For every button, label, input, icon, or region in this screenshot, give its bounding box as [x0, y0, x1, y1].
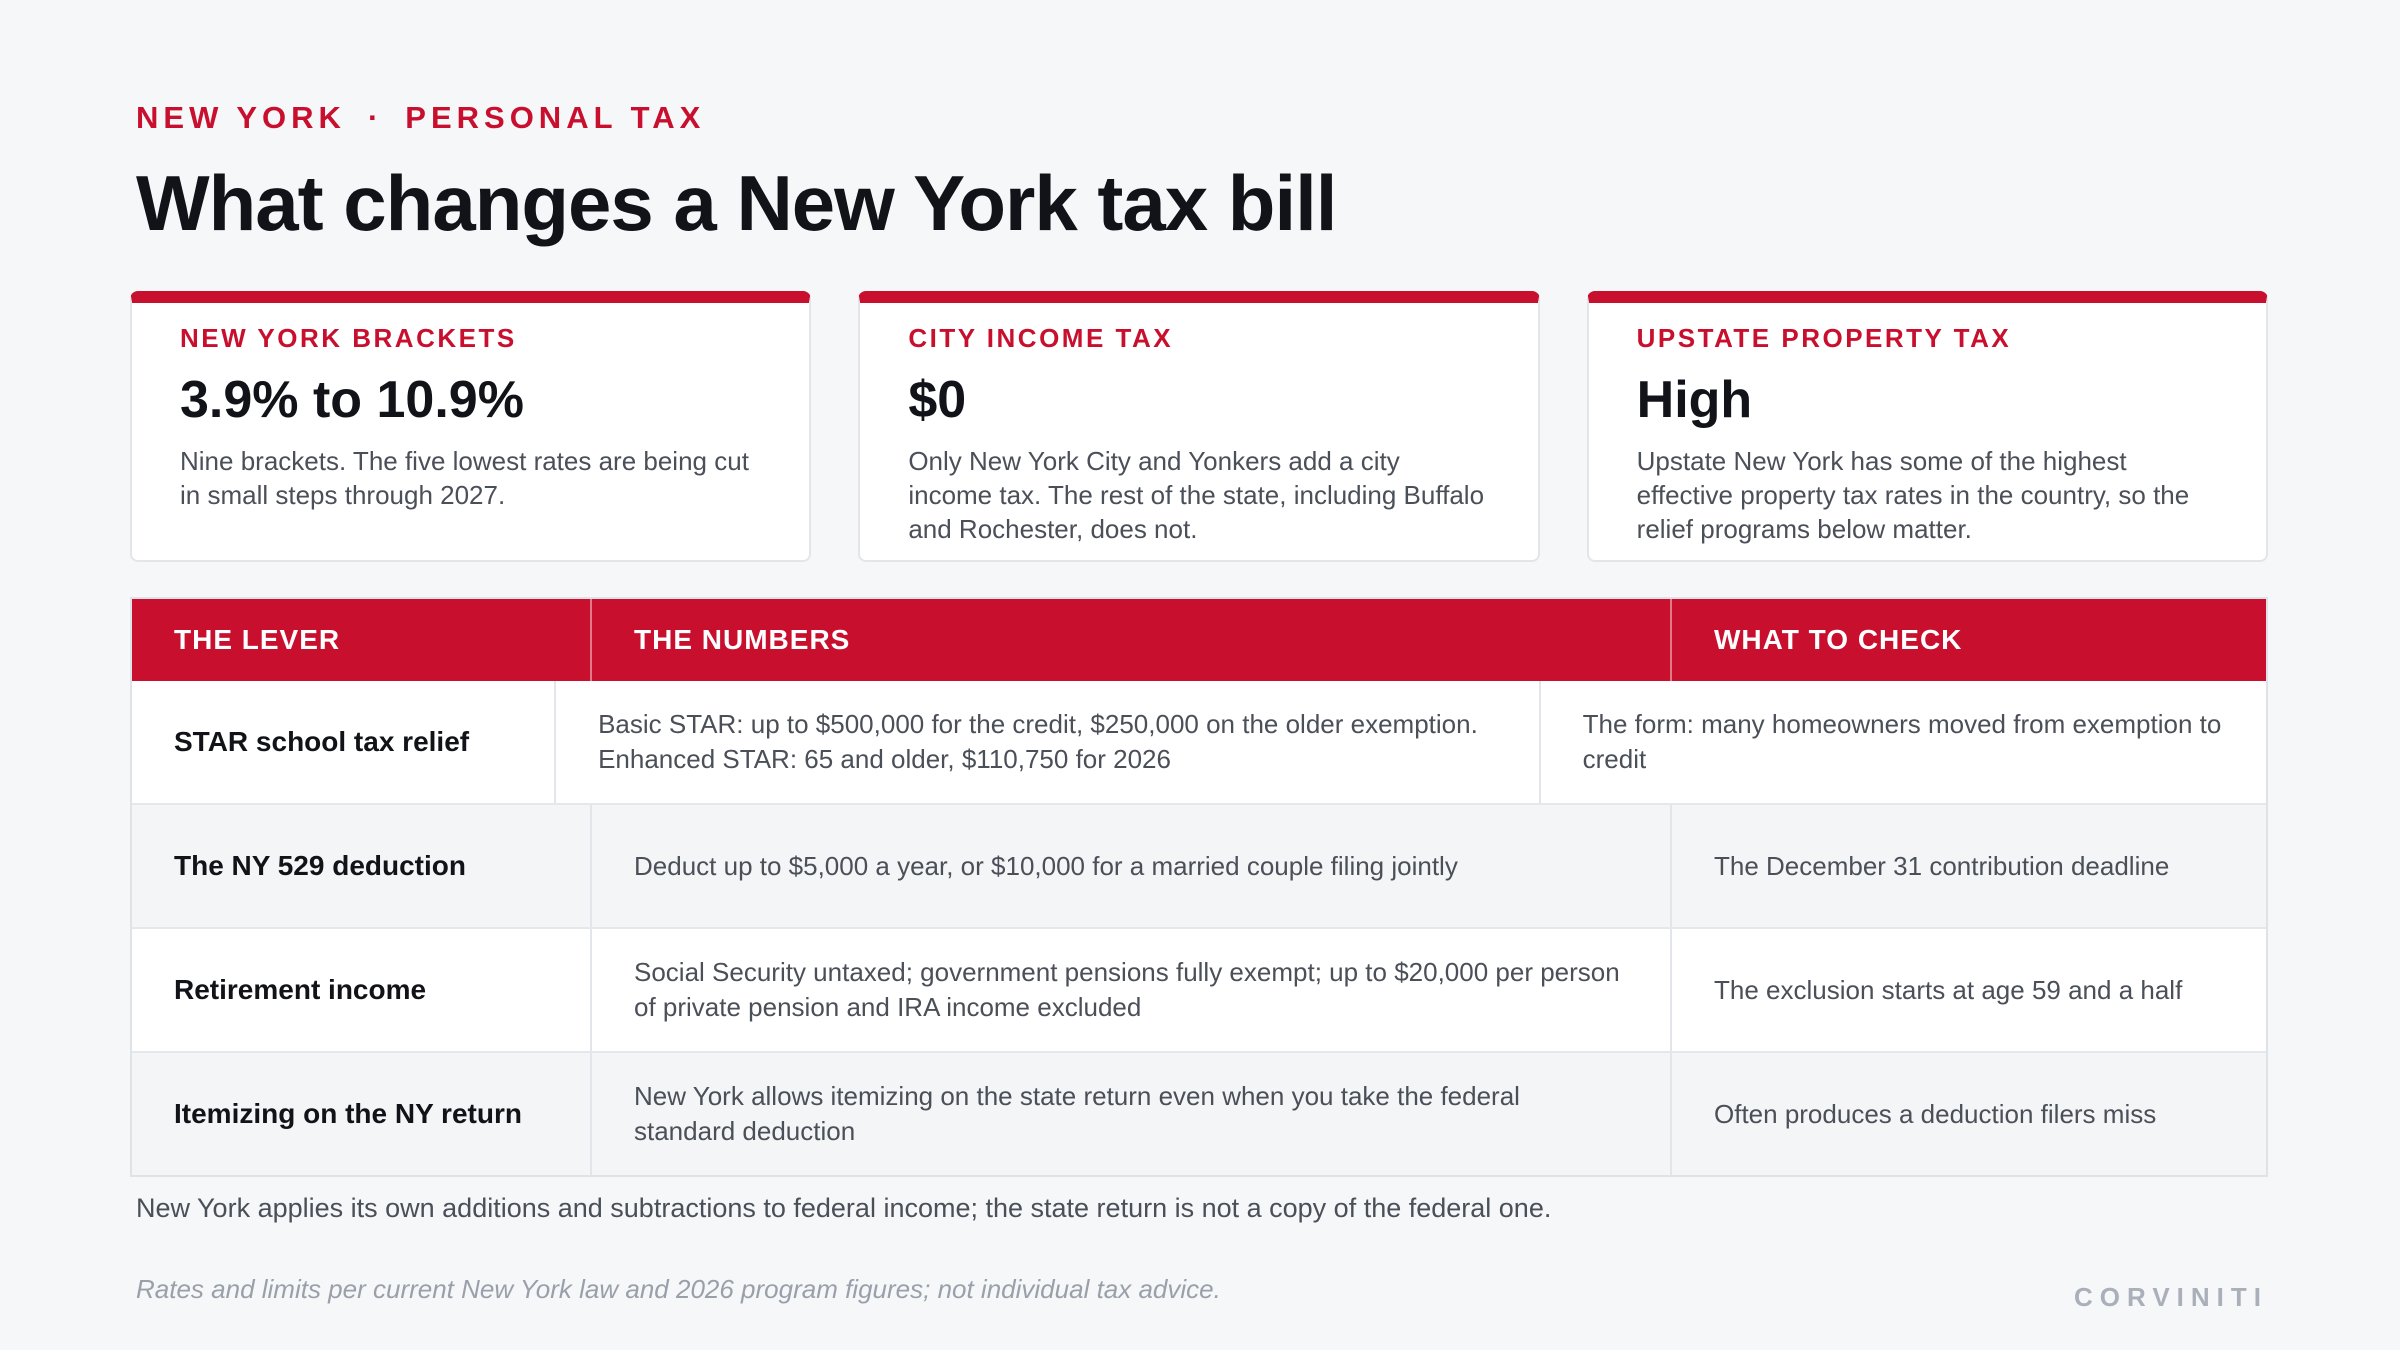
card-value: 3.9% to 10.9% [180, 371, 524, 429]
lever-cell: The NY 529 deduction [132, 805, 592, 927]
column-header-check: WHAT TO CHECK [1714, 624, 1963, 655]
table-row [132, 803, 2266, 927]
card-label: UPSTATE PROPERTY TAX [1636, 323, 2012, 353]
card-value: $0 [908, 371, 967, 429]
column-header-numbers: THE NUMBERS [592, 599, 1672, 681]
eyebrow-separator: · [367, 100, 384, 135]
numbers-cell: Basic STAR: up to $500,000 for the credit, $250,000 on the older exemption. Enhanced STAR: 65 and older, $110,750 for 2026 [556, 681, 1541, 803]
lever-cell: Itemizing on the NY return [132, 1053, 592, 1175]
table-body [132, 681, 2266, 1175]
page [130, 0, 2268, 1350]
eyebrow-state: NEW YORK [136, 100, 346, 135]
numbers-cell: New York allows itemizing on the state return even when you take the federal standard deduction [592, 1053, 1672, 1175]
lever-cell: Retirement income [132, 929, 592, 1051]
note: New York applies its own additions and subtractions to federal income; the state return is not a copy of the federal one. [136, 1193, 1552, 1223]
check-cell: The December 31 contribution deadline [1714, 850, 2170, 881]
card-label: CITY INCOME TAX [908, 323, 1174, 353]
table-row [132, 927, 2266, 1051]
column-header-lever: THE LEVER [132, 599, 592, 681]
numbers-cell: Social Security untaxed; government pensions fully exempt; up to $20,000 per person of private pension and IRA income excluded [592, 929, 1672, 1051]
check-cell: The form: many homeowners moved from exemption to credit [1582, 709, 2222, 774]
page-title: What changes a New York tax bill [136, 159, 1337, 247]
table-header-row [132, 599, 2266, 681]
check-cell: The exclusion starts at age 59 and a half [1714, 974, 2183, 1005]
levers-table [130, 597, 2268, 1177]
check-cell: Often produces a deduction filers miss [1714, 1098, 2157, 1129]
lever-cell: STAR school tax relief [132, 681, 556, 803]
card-brackets [130, 291, 811, 562]
card-value: High [1636, 371, 1753, 429]
card-label: NEW YORK BRACKETS [180, 323, 517, 353]
footnote: Rates and limits per current New York law and 2026 program figures; not individual tax advice. [136, 1274, 1221, 1304]
card-description: Nine brackets. The five lowest rates are being cut in small steps through 2027. [180, 446, 749, 510]
eyebrow [136, 100, 705, 136]
numbers-cell: Deduct up to $5,000 a year, or $10,000 for a married couple filing jointly [592, 805, 1672, 927]
table-row [132, 1051, 2266, 1175]
brand-logo: CORVINITI [2074, 1282, 2268, 1312]
eyebrow-topic: PERSONAL TAX [405, 100, 706, 135]
card-property-tax [1587, 291, 2268, 562]
card-description: Upstate New York has some of the highest effective property tax rates in the country, so the relief programs below matter. [1636, 446, 2190, 544]
card-description: Only New York City and Yonkers add a city income tax. The rest of the state, including Buffalo and Rochester, does not. [908, 446, 1485, 544]
summary-cards [130, 291, 2268, 562]
table-row [132, 681, 2266, 803]
card-city-income-tax [858, 291, 1539, 562]
